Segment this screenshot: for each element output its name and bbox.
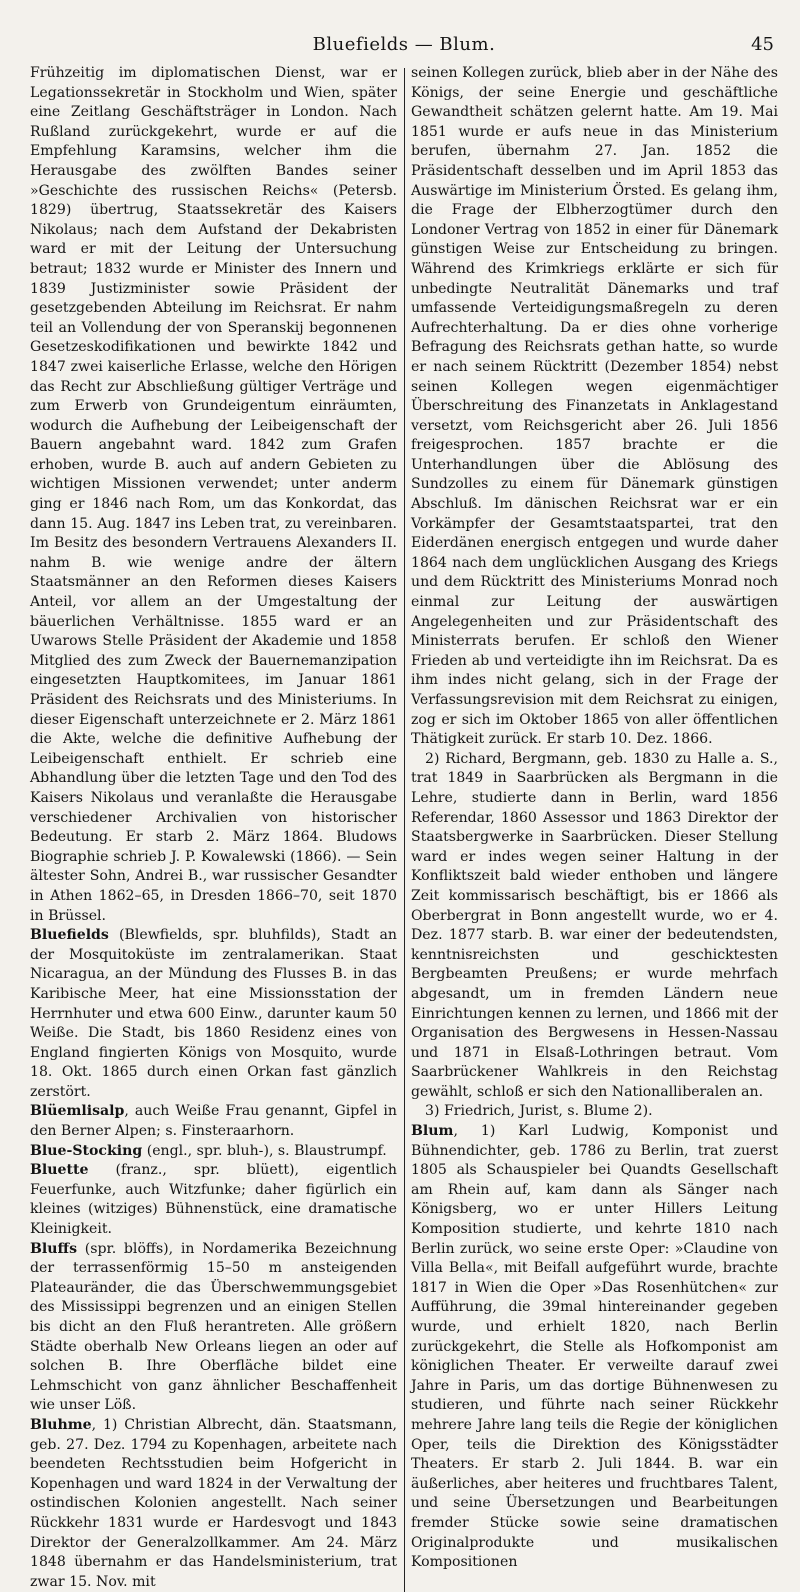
entry-blueemlisalp: Blüemlisalp, auch Weiße Frau genannt, Gipfel in den Berner Alpen; s. Finsteraarhorn. <box>30 1103 397 1140</box>
entry-bluffs: Bluffs (spr. blöffs), in Nordamerika Bezeichnung der terrassenförmig 15–50 m ansteigenden Plateauränder, die das Überschwemmungsgebiet des Mississippi begrenzen und an einigen Stellen bis dicht an den Fluß herantreten. Alle größern Städte oberhalb New Orleans liegen an oder auf solchen B. Ihre Oberfläche bildet eine Lehmschicht von ganz ähnlicher Beschaffenheit wie unser Löß. <box>30 1240 397 1414</box>
headword: Blüemlisalp <box>30 1103 125 1120</box>
left-column <box>30 64 397 1592</box>
headword: Bluette <box>30 1162 89 1179</box>
entry-blum: Blum, 1) Karl Ludwig, Komponist und Bühnendichter, geb. 1786 zu Berlin, trat zuerst 1805 als Schauspieler bei Quandts Gesellschaft am Rhein auf, kam dann als Sänger nach Königsberg, wo er unter Hillers Leitung Komposition studierte, und kehrte 1810 nach Berlin zurück, wo seine erste Oper: »Claudine von Villa Bella«, mit Beifall aufgeführt wurde, brachte 1817 in Wien die Oper »Das Rosenhütchen« zur Aufführung, die 39mal hintereinander gegeben wurde, und erhielt 1820, nach Berlin zurückgekehrt, die Stelle als Hofkomponist am königlichen Theater. Er verweilte darauf zwei Jahre in Paris, um das dortige Bühnenwesen zu studieren, und führte nach seiner Rückkehr mehrere Jahre lang teils die Regie der königlichen Oper, teils die Direktion des Königsstädter Theaters. Er starb 2. Juli 1844. B. war ein äußerliches, aber heiteres und fruchtbares Talent, und seine Übersetzungen und Bearbeitungen fremder Stücke sowie seine dramatischen Originalprodukte und musikalischen Kompositionen <box>411 1123 778 1571</box>
headword: Bluefields <box>30 927 109 944</box>
text-columns <box>30 64 778 1592</box>
entry-bluhme: Bluhme, 1) Christian Albrecht, dän. Staatsmann, geb. 27. Dez. 1794 zu Kopenhagen, arbeitete nach beendeten Rechtsstudien beim Hofgericht in Kopenhagen und ward 1824 in der Verwaltung der ostindischen Kolonien angestellt. Nach seiner Rückkehr 1831 wurde er Hardesvogt und 1843 Direktor der Generalzollkammer. Am 24. März 1848 übernahm er das Handelsministerium, trat zwar 15. Nov. mit <box>30 1416 397 1590</box>
paragraph: Frühzeitig im diplomatischen Dienst, war er Legationssekretär in Stockholm und Wien, später eine Zeitlang Geschäftsträger in London. Nach Rußland zurückgekehrt, wurde er auf die Empfehlung Karamsins, welcher ihm die Herausgabe des zwölften Bandes seiner »Geschichte des russischen Reichs« (Petersb. 1829) übertrug, Staatssekretär des Kaisers Nikolaus; nach dem Aufstand der Dekabristen ward er mit der Leitung der Untersuchung betraut; 1832 wurde er Minister des Innern und 1839 Justizminister sowie Präsident der gesetzgebenden Abteilung im Reichsrat. Er nahm teil an Vollendung der von Speranskij begonnenen Gesetzeskodifikationen und bewirkte 1842 und 1847 zwei kaiserliche Erlasse, welche den Hörigen das Recht zur Abschließung gültiger Verträge und zum Erwerb von Grundeigentum einräumten, wodurch die Aufhebung der Leibeigenschaft der Bauern angebahnt ward. 1842 zum Grafen erhoben, wurde B. auch auf andern Gebieten zu wichtigen Missionen verwendet; unter anderm ging er 1846 nach Rom, um das Konkordat, das dann 15. Aug. 1847 ins Leben trat, zu vereinbaren. Im Besitz des besondern Vertrauens Alexanders II. nahm B. wie wenige andre der ältern Staatsmänner an den Reformen dieses Kaisers Anteil, vor allem an der Umgestaltung der bäuerlichen Verhältnisse. 1855 ward er an Uwarows Stelle Präsident der Akademie und 1858 Mitglied des zum Zweck der Bauernemanzipation eingesetzten Hauptkomitees, im Januar 1861 Präsident des Reichsrats und des Ministeriums. In dieser Eigenschaft unterzeichnete er 2. März 1861 die Akte, welche die definitive Aufhebung der Leibeigenschaft enthielt. Er schrieb eine Abhandlung über die letzten Tage und den Tod des Kaisers Nikolaus und veranlaßte die Herausgabe verschiedener Archivalien von historischer Bedeutung. Er starb 2. März 1864. Bludows Biographie schrieb J. P. Kowalewski (1866). — Sein ältester Sohn, Andrei B., war russischer Gesandter in Athen 1862–65, in Dresden 1866–70, seit 1870 in Brüssel. <box>30 65 397 924</box>
entry-bluette: Bluette (franz., spr. blüett), eigentlich Feuerfunke, auch Witzfunke; daher figürlich ein kleines (witziges) Bühnenstück, eine dramatische Kleinigkeit. <box>30 1162 397 1238</box>
headword: Bluffs <box>30 1240 78 1257</box>
column-rule <box>404 68 405 1592</box>
headword: Blum <box>411 1123 454 1140</box>
headword: Bluhme <box>30 1416 92 1433</box>
page-number: 45 <box>751 34 774 55</box>
right-column <box>411 64 778 1592</box>
entry-bluefields: Bluefields (Blewfields, spr. bluhfilds), Stadt an der Mosquitoküste im zentralamerikan. Staat Nicaragua, an der Mündung des Flusses B. in das Karibische Meer, hat eine Missionsstation der Herrnhuter und etwa 600 Einw., darunter kaum 50 Weiße. Die Stadt, bis 1860 Residenz eines von England fingierten Königs von Mosquito, wurde 18. Okt. 1865 durch einen Orkan fast gänzlich zerstört. <box>30 927 397 1100</box>
running-head <box>30 34 778 64</box>
page-title: Bluefields — Blum. <box>312 34 496 55</box>
entry-blue-stocking: Blue-Stocking (engl., spr. bluh-), s. Blaustrumpf. <box>30 1142 387 1159</box>
paragraph: seinen Kollegen zurück, blieb aber in der Nähe des Königs, der seine Energie und geschäftliche Gewandtheit schätzen gelernt hatte. Am 19. Mai 1851 wurde er aufs neue in das Ministerium berufen, übernahm 27. Jan. 1852 die Präsidentschaft desselben und im April 1853 das Auswärtige im Ministerium Örsted. Es gelang ihm, die Frage der Elbherzogtümer durch den Londoner Vertrag von 1852 in einer für Dänemark günstigen Weise zur Entscheidung zu bringen. Während des Krimkriegs erklärte er sich für unbedingte Neutralität Dänemarks und traf umfassende Verteidigungsmaßregeln zu deren Aufrechterhaltung. Da er dies ohne vorherige Befragung des Reichsrats gethan hatte, so wurde er nach seinem Rücktritt (Dezember 1854) nebst seinen Kollegen wegen eigenmächtiger Überschreitung des Finanzetats in Anklagestand versetzt, vom Reichsgericht aber 26. Juli 1856 freigesprochen. 1857 brachte er die Unterhandlungen über die Ablösung des Sundzolles zu einem für Dänemark günstigen Abschluß. Im dänischen Reichsrat war er ein Vorkämpfer der Gesamtstaatspartei, trat den Eiderdänen energisch entgegen und wurde daher 1864 nach dem unglücklichen Ausgang des Kriegs und dem Rücktritt des Ministeriums Monrad noch einmal zur Leitung der auswärtigen Angelegenheiten und zur Präsidentschaft des Ministerrats berufen. Er schloß den Wiener Frieden ab und verteidigte ihn im Reichsrat. Da es ihm indes nicht gelang, sich in der Frage der Verfassungsrevision mit dem Reichsrat zu einigen, zog er sich im Oktober 1865 von aller öffentlichen Thätigkeit zurück. Er starb 10. Dez. 1866. <box>411 65 778 748</box>
headword: Blue-Stocking <box>30 1142 143 1159</box>
paragraph: 3) Friedrich, Jurist, s. Blume 2). <box>425 1103 653 1120</box>
paragraph: 2) Richard, Bergmann, geb. 1830 zu Halle a. S., trat 1849 in Saarbrücken als Bergmann in die Lehre, studierte dann in Berlin, ward 1856 Referendar, 1860 Assessor und 1863 Direktor der Staatsbergwerke in Saarbrücken. Dieser Stellung ward er indes wegen seiner Haltung in der Konfliktszeit bald wieder enthoben und längere Zeit kommissarisch beschäftigt, bis er 1866 als Oberbergrat in Bonn angestellt wurde, wo er 4. Dez. 1877 starb. B. war einer der bedeutendsten, kenntnisreichsten und geschicktesten Bergbeamten Preußens; er wurde mehrfach abgesandt, um in fremden Ländern neue Einrichtungen kennen zu lernen, und 1866 mit der Organisation des Bergwesens in Hessen-Nassau und 1871 in Elsaß-Lothringen betraut. Vom Saarbrückener Wahlkreis in den Reichstag gewählt, schloß er sich den Nationalliberalen an. <box>411 750 778 1100</box>
